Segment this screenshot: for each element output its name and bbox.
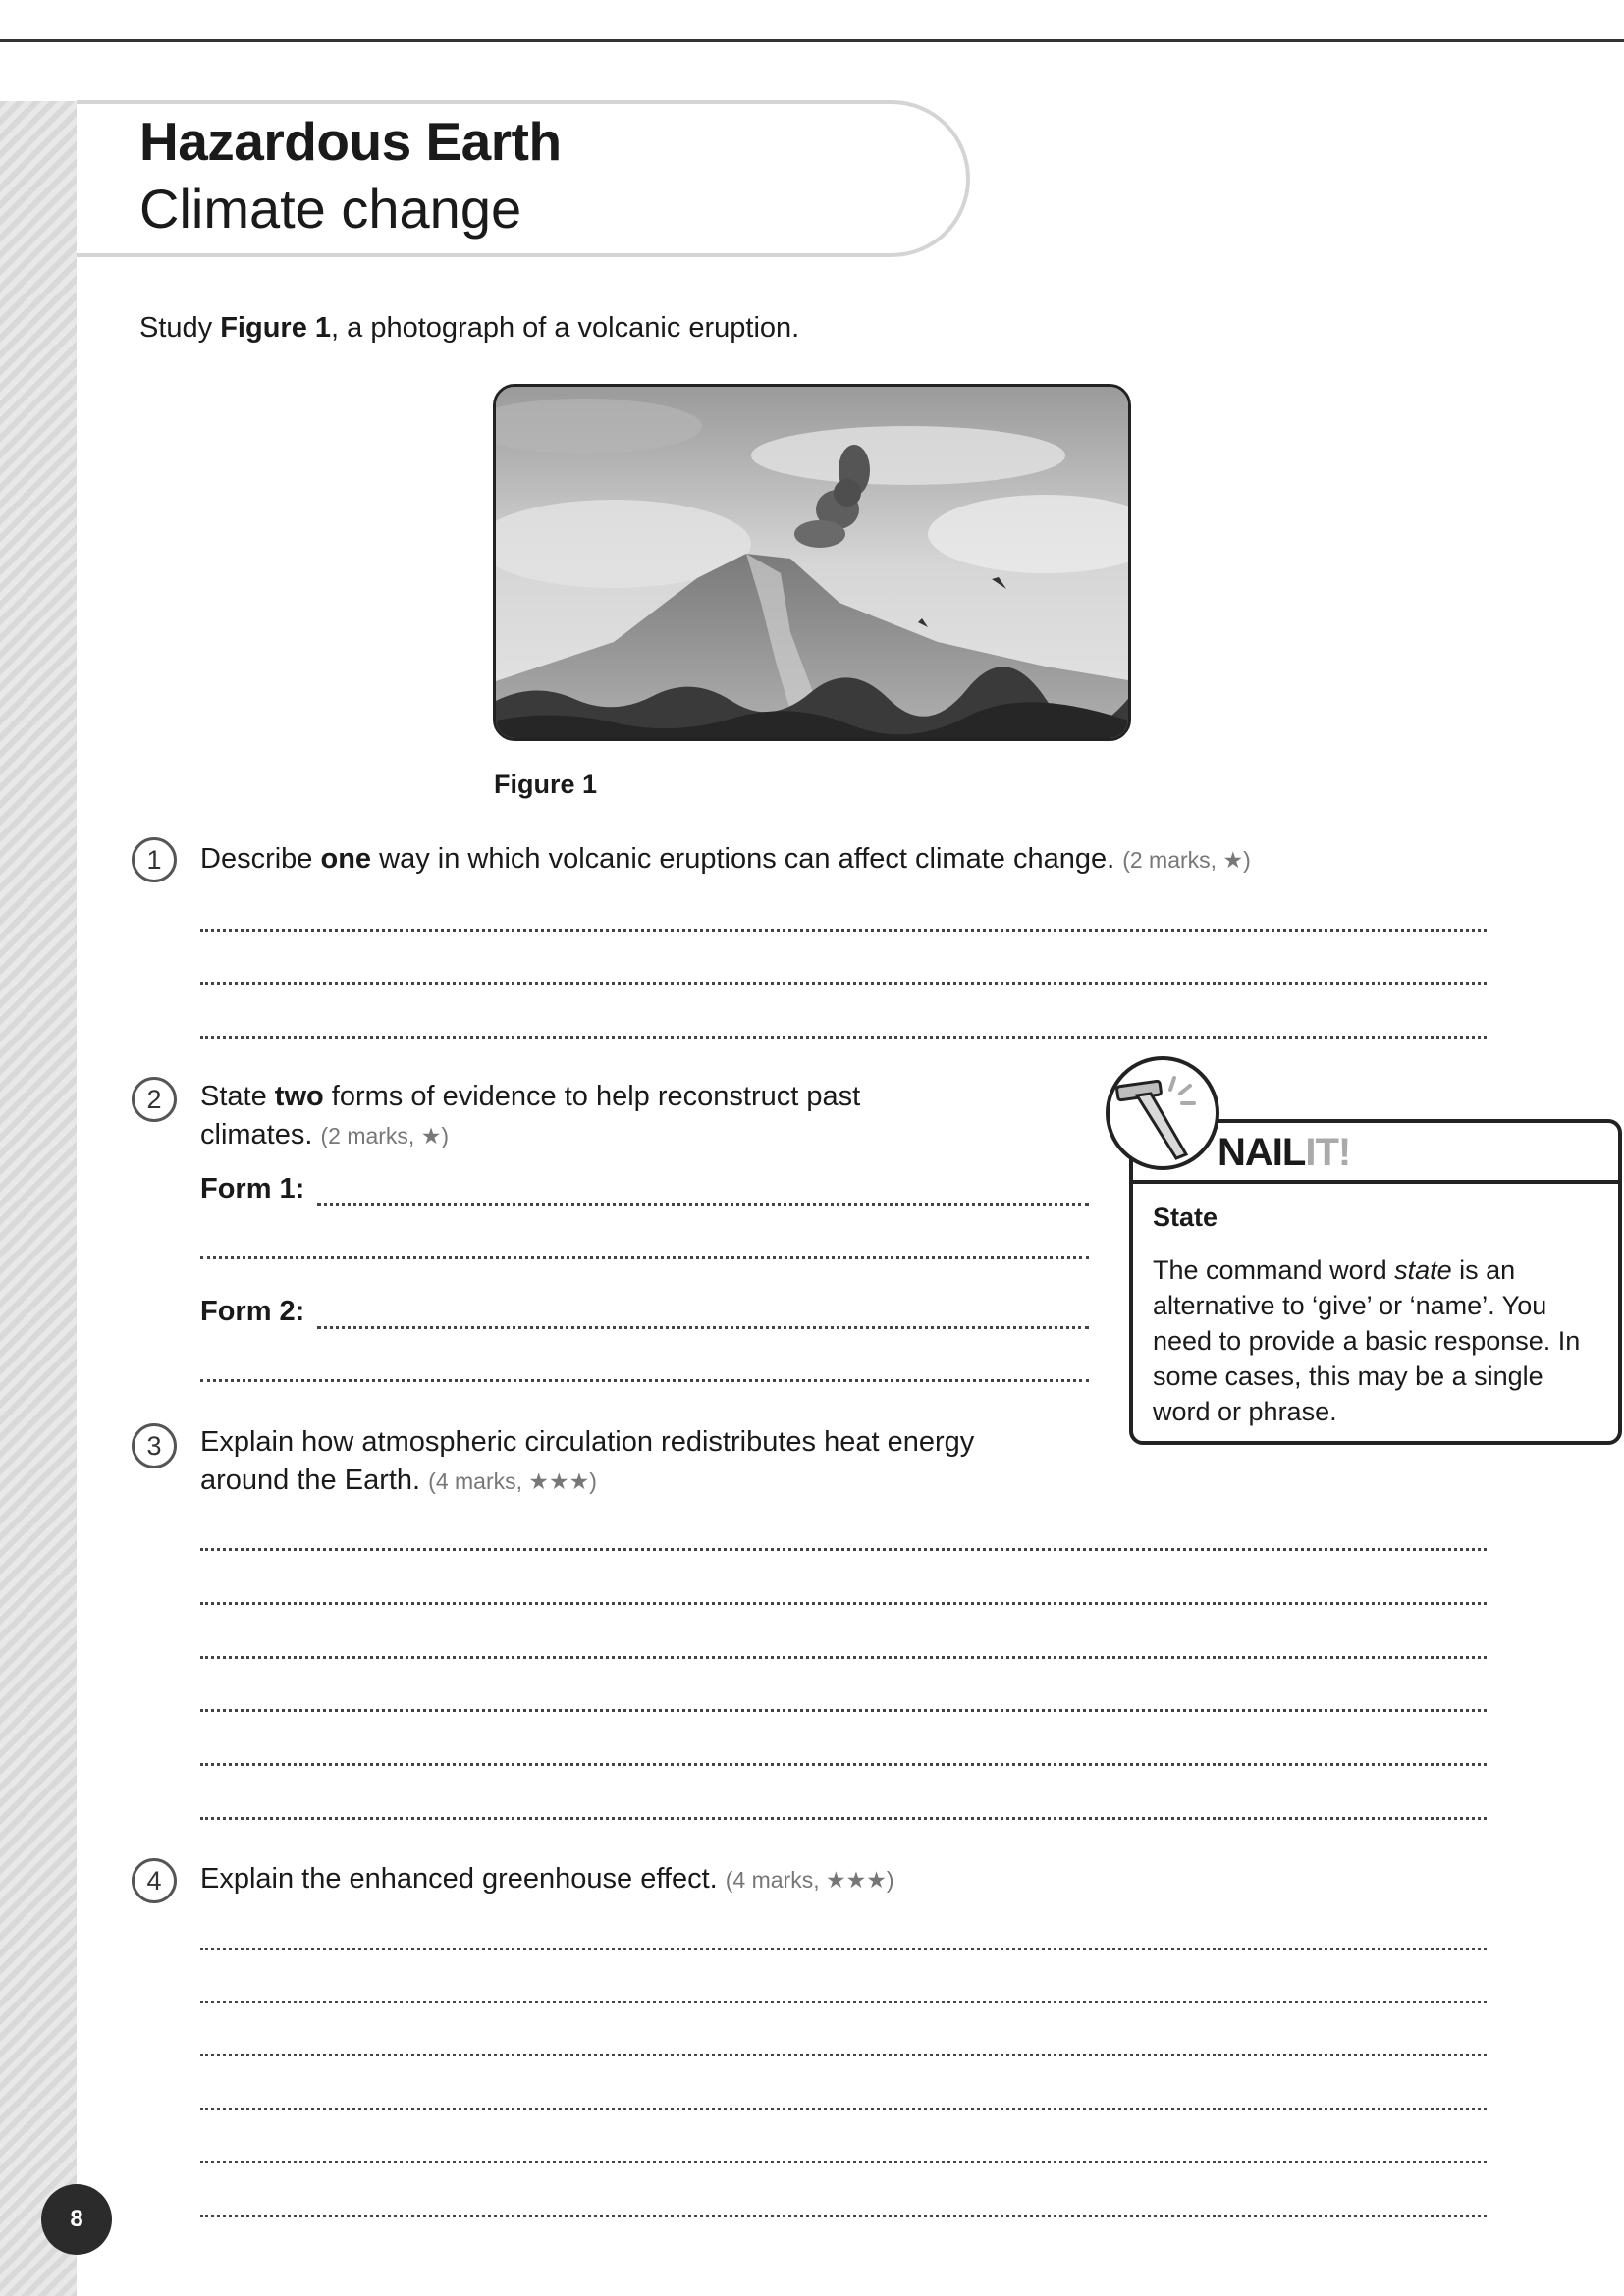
answer-line[interactable]	[200, 2161, 1487, 2163]
answer-line[interactable]	[200, 929, 1487, 932]
answer-line[interactable]	[200, 1036, 1487, 1039]
answer-line[interactable]	[200, 1763, 1487, 1766]
question-3-number: 3	[132, 1423, 177, 1468]
question-4-number: 4	[132, 1858, 177, 1903]
answer-line[interactable]	[200, 2054, 1487, 2056]
answer-line[interactable]	[200, 2108, 1487, 2110]
nail-it-body: The command word state is an alternative to ‘give’ or ‘name’. You need to provide a basic response. In some cases, this may be a single word or phrase.	[1153, 1255, 1581, 1426]
volcano-image	[496, 387, 1131, 741]
form-1-answer-line[interactable]	[317, 1203, 1089, 1206]
form-2-label: Form 2:	[200, 1296, 305, 1327]
page-number: 8	[41, 2184, 112, 2255]
answer-line[interactable]	[200, 1379, 1089, 1382]
question-3-text: Explain how atmospheric circulation redistributes heat energy around the Earth. (4 marks, ★★★)	[200, 1426, 975, 1496]
answer-line[interactable]	[200, 1548, 1487, 1551]
side-strip	[0, 101, 77, 2296]
question-2-text: State two forms of evidence to help reconstruct past climates. (2 marks, ★)	[200, 1081, 861, 1150]
answer-line[interactable]	[200, 1948, 1487, 1950]
question-1-number: 1	[132, 837, 177, 882]
figure-caption: Figure 1	[494, 770, 598, 799]
form-2-answer-line[interactable]	[317, 1326, 1089, 1329]
question-4-text: Explain the enhanced greenhouse effect. (4 marks, ★★★)	[200, 1863, 894, 1895]
nail-it-heading: State	[1153, 1202, 1218, 1232]
topic-title: Climate change	[139, 178, 522, 240]
unit-title: Hazardous Earth	[139, 111, 562, 172]
answer-line[interactable]	[200, 1256, 1089, 1259]
figure-1-photo	[493, 384, 1131, 741]
top-rule	[0, 39, 1624, 42]
nail-icon	[1110, 1060, 1216, 1166]
answer-line[interactable]	[200, 1656, 1487, 1659]
answer-line[interactable]	[200, 982, 1487, 985]
answer-line[interactable]	[200, 2215, 1487, 2217]
nail-it-title: NAILIT!	[1218, 1131, 1351, 1174]
answer-line[interactable]	[200, 2001, 1487, 2003]
answer-line[interactable]	[200, 1602, 1487, 1605]
answer-line[interactable]	[200, 1817, 1487, 1820]
question-2-number: 2	[132, 1077, 177, 1122]
nail-icon-badge	[1106, 1056, 1219, 1170]
answer-line[interactable]	[200, 1709, 1487, 1712]
form-1-label: Form 1:	[200, 1173, 305, 1204]
question-1-text: Describe one way in which volcanic eruptions can affect climate change. (2 marks, ★)	[200, 843, 1251, 875]
intro-text: Study Figure 1, a photograph of a volcanic eruption.	[139, 312, 800, 344]
